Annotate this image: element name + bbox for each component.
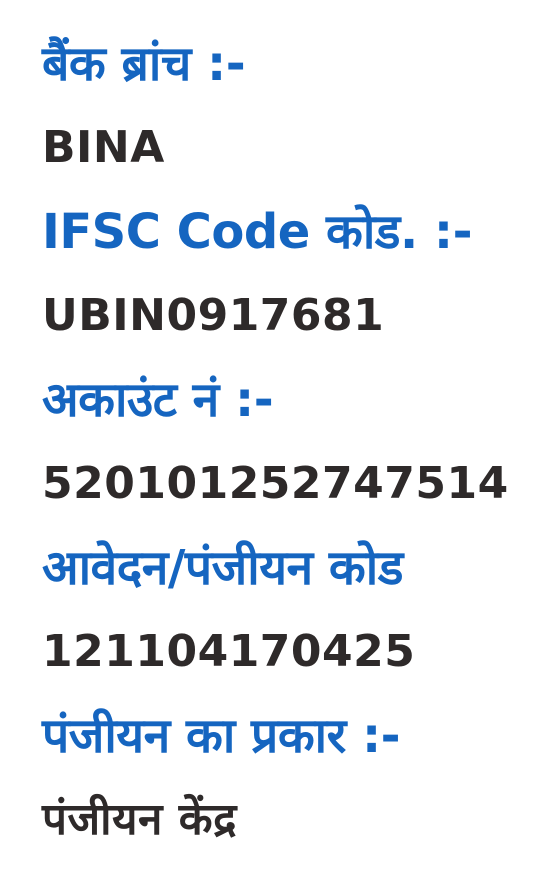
bank-branch-label: बैंक ब्रांच :- bbox=[42, 36, 246, 92]
registration-type-value: पंजीयन केंद्र bbox=[42, 794, 237, 845]
bank-branch-value: BINA bbox=[42, 122, 165, 173]
registration-code-label: आवेदन/पंजीयन कोड bbox=[42, 540, 403, 596]
account-number-value: 520101252747514 bbox=[42, 458, 509, 509]
bank-details-list bbox=[42, 22, 540, 862]
ifsc-code-label: IFSC Code कोड. :- bbox=[42, 204, 473, 260]
ifsc-code-value: UBIN0917681 bbox=[42, 290, 385, 341]
account-number-label: अकाउंट नं :- bbox=[42, 372, 274, 428]
registration-type-label: पंजीयन का प्रकार :- bbox=[42, 708, 401, 764]
registration-code-value: 121104170425 bbox=[42, 626, 416, 677]
